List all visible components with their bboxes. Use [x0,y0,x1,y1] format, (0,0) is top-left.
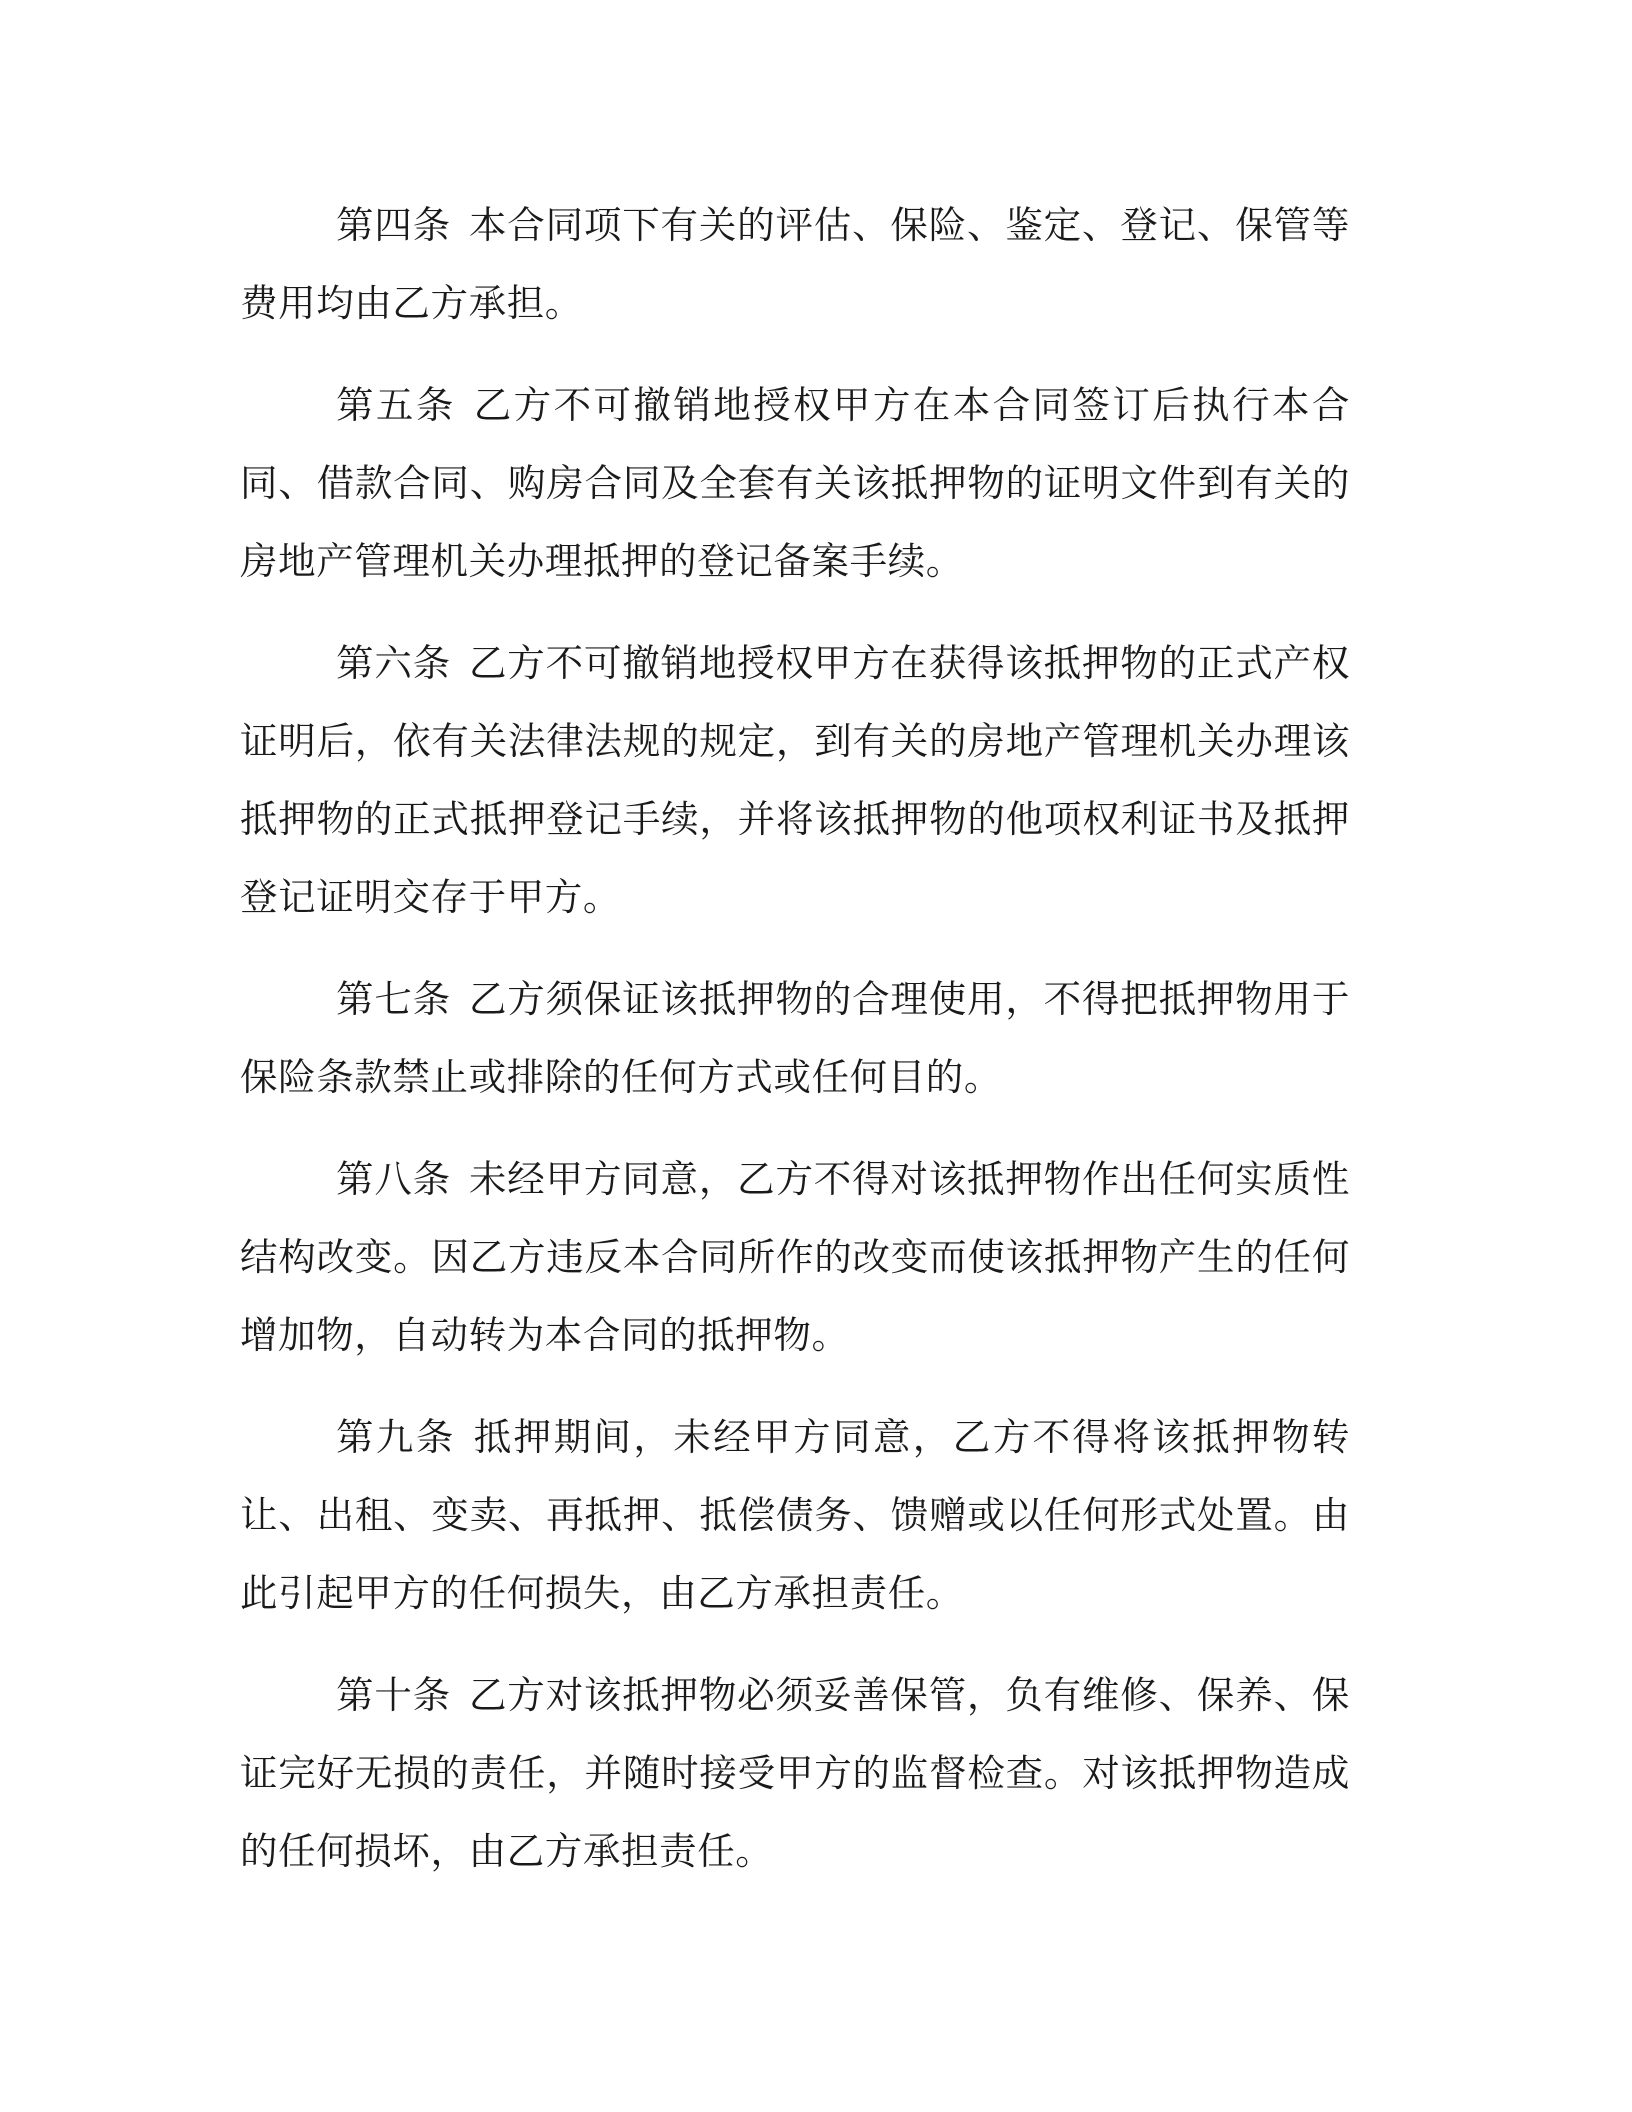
clause-number: 第五条 [336,383,456,427]
clause-7 [240,960,1350,1116]
clause-number: 第四条 [336,203,451,247]
clause-number: 第十条 [336,1673,451,1717]
clause-text: 未经甲方同意，乙方不得对该抵押物作出任何实质性结构改变。因乙方违反本合同所作的改变而使该抵押物产生的任何增加物，自动转为本合同的抵押物。 [240,1157,1350,1357]
clause-number: 第八条 [336,1157,451,1201]
clause-text: 乙方不可撤销地授权甲方在获得该抵押物的正式产权证明后，依有关法律法规的规定，到有关的房地产管理机关办理该抵押物的正式抵押登记手续，并将该抵押物的他项权利证书及抵押登记证明交存于甲方。 [240,641,1350,919]
document-body [240,186,1350,1914]
clause-number: 第九条 [336,1415,456,1459]
clause-4 [240,186,1350,342]
clause-10 [240,1656,1350,1890]
clause-text: 乙方对该抵押物必须妥善保管，负有维修、保养、保证完好无损的责任，并随时接受甲方的监督检查。对该抵押物造成的任何损坏，由乙方承担责任。 [240,1673,1350,1873]
clause-5 [240,366,1350,600]
clause-8 [240,1140,1350,1374]
clause-6 [240,624,1350,936]
clause-number: 第六条 [336,641,451,685]
clause-text: 抵押期间，未经甲方同意，乙方不得将该抵押物转让、出租、变卖、再抵押、抵偿债务、馈赠或以任何形式处置。由此引起甲方的任何损失，由乙方承担责任。 [240,1415,1350,1615]
clause-text: 本合同项下有关的评估、保险、鉴定、登记、保管等费用均由乙方承担。 [240,203,1350,325]
clause-number: 第七条 [336,977,451,1021]
clause-9 [240,1398,1350,1632]
clause-text: 乙方不可撤销地授权甲方在本合同签订后执行本合同、借款合同、购房合同及全套有关该抵押物的证明文件到有关的房地产管理机关办理抵押的登记备案手续。 [240,383,1350,583]
clause-text: 乙方须保证该抵押物的合理使用，不得把抵押物用于保险条款禁止或排除的任何方式或任何目的。 [240,977,1350,1099]
